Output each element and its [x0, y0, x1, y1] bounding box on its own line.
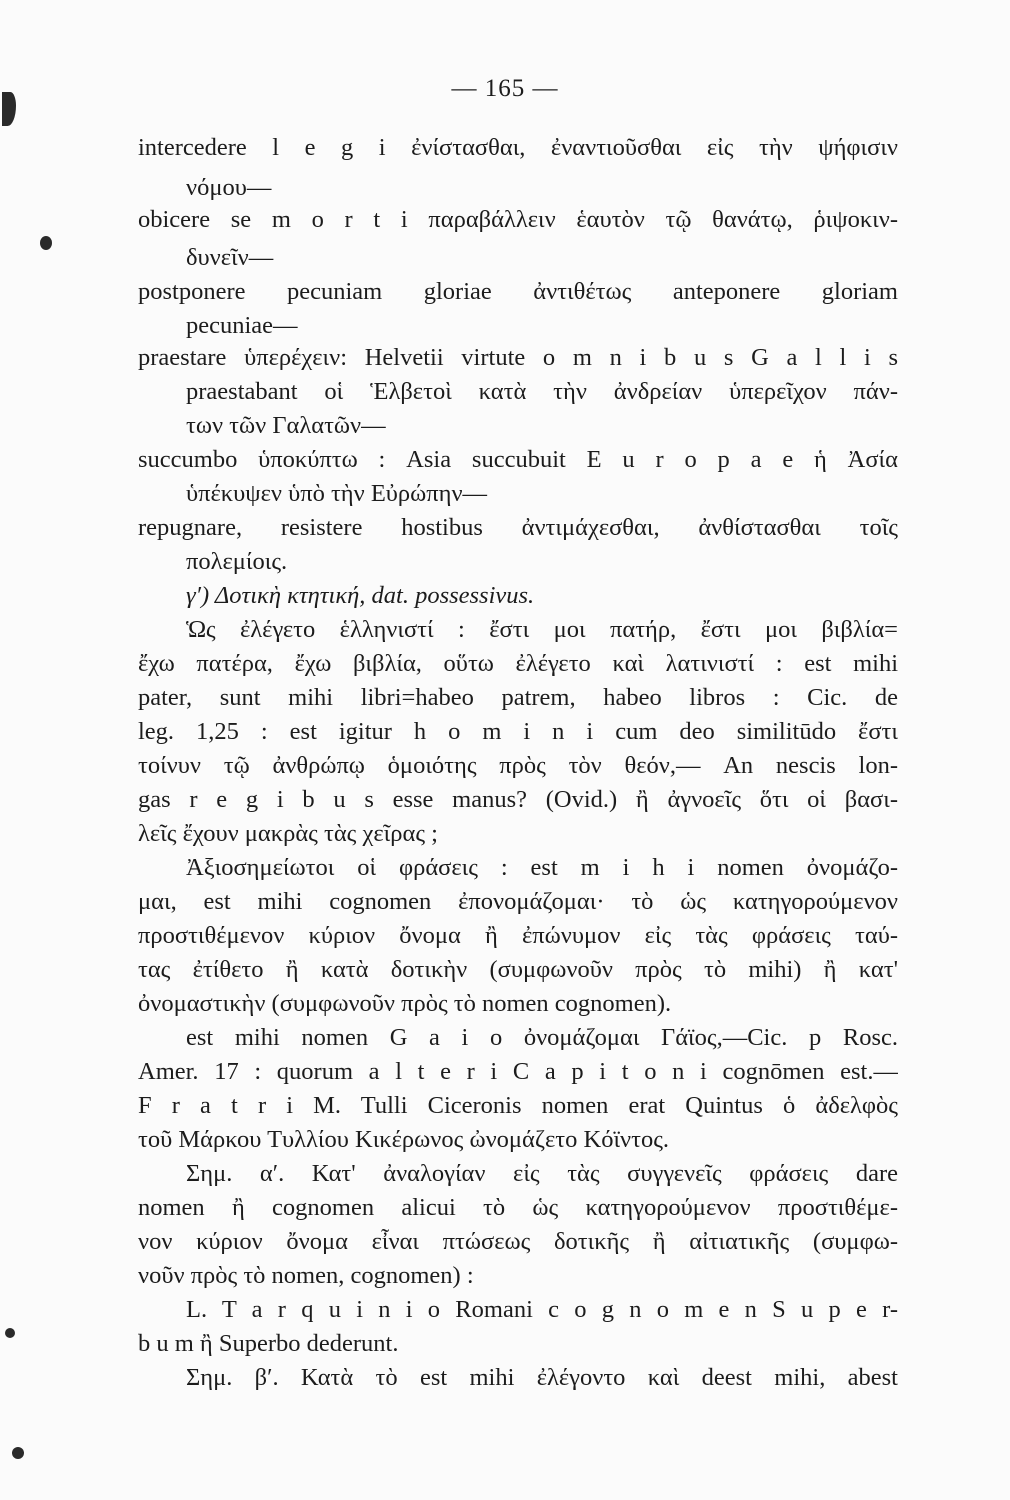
note-line: Σημ. β′. Κατὰ τὸ est mihi ἐλέγοντο καὶ deest mihi, abest — [186, 1364, 898, 1391]
text-line: νόμου— — [186, 174, 272, 201]
text-line: obicere se m o r t i παραβάλλειν ἑαυτὸν τῷ θανάτῳ, ῥιψοκιν- — [138, 206, 898, 233]
text-line: πολεμίοις. — [186, 548, 288, 575]
text-line: δυνεῖν— — [186, 244, 274, 271]
text-line: gas r e g i b u s esse manus? (Ovid.) ἢ ἀγνοεῖς ὅτι οἱ βασι- — [138, 786, 898, 813]
text-line: intercedere l e g i ἐνίστασθαι, ἐναντιοῦσθαι εἰς τὴν ψήφισιν — [138, 134, 898, 161]
text-line: est mihi nomen G a i o ὀνομάζομαι Γάϊος,—Cic. p Rosc. — [186, 1024, 898, 1051]
text-line: leg. 1,25 : est igitur h o m i n i cum deo similitūdo ἔστι — [138, 718, 898, 745]
scan-mark — [2, 92, 16, 126]
section-heading: γ′) Δοτικὴ κτητική, dat. possessivus. — [186, 582, 535, 609]
text-line: praestare ὑπερέχειν: Helvetii virtute o m n i b u s G a l l i s — [138, 344, 898, 371]
text-line: Ὡς ἐλέγετο ἑλληνιστί : ἔστι μοι πατήρ, ἔστι μοι βιβλία= — [186, 616, 898, 643]
text-line: succumbo ὑποκύπτω : Asia succubuit E u r o p a e ἡ Ἀσία — [138, 446, 898, 473]
text-line: ὀνομαστικὴν (συμφωνοῦν πρὸς τὸ nomen cognomen). — [138, 990, 672, 1017]
text-line: repugnare, resistere hostibus ἀντιμάχεσθαι, ἀνθίστασθαι τοῖς — [138, 514, 898, 541]
text-line: μαι, est mihi cognomen ἐπονομάζομαι· τὸ ὡς κατηγορούμενον — [138, 888, 898, 915]
scan-mark — [40, 236, 52, 250]
page-number: — 165 — — [451, 75, 559, 102]
text-line: νον κύριον ὄνομα εἶναι πτώσεως δοτικῆς ἢ αἰτιατικῆς (συμφω- — [138, 1228, 898, 1255]
text-line: λεῖς ἔχουν μακρὰς τὰς χεῖρας ; — [138, 820, 438, 847]
text-line: των τῶν Γαλατῶν— — [186, 412, 386, 439]
text-line: τας ἐτίθετο ἢ κατὰ δοτικὴν (συμφωνοῦν πρὸς τὸ mihi) ἢ κατ' — [138, 956, 898, 983]
text-line: L. T a r q u i n i o Romani c o g n o m e n S u p e r- — [186, 1296, 898, 1323]
text-line: ἔχω πατέρα, ἔχω βιβλία, οὕτω ἐλέγετο καὶ λατινιστί : est mihi — [138, 650, 898, 677]
text-line: ὑπέκυψεν ὑπὸ τὴν Εὐρώπην— — [186, 480, 488, 507]
text-line: nomen ἢ cognomen alicui τὸ ὡς κατηγορούμενον προστιθέμε- — [138, 1194, 898, 1221]
text-line: Ἀξιοσημείωτοι οἱ φράσεις : est m i h i nomen ὀνομάζο- — [186, 854, 898, 881]
text-line: b u m ἢ Superbo dederunt. — [138, 1330, 399, 1357]
text-line: postponere pecuniam gloriae ἀντιθέτως anteponere gloriam — [138, 278, 898, 305]
text-line: F r a t r i M. Tulli Ciceronis nomen erat Quintus ὁ ἀδελφὸς — [138, 1092, 898, 1119]
scan-mark — [5, 1328, 15, 1338]
scan-mark — [12, 1447, 24, 1459]
text-line: τοῦ Μάρκου Τυλλίου Κικέρωνος ὠνομάζετο Κόϊντος. — [138, 1126, 670, 1153]
text-line: νοῦν πρὸς τὸ nomen, cognomen) : — [138, 1262, 474, 1289]
note-line: Σημ. α′. Κατ' ἀναλογίαν εἰς τὰς συγγενεῖς φράσεις dare — [186, 1160, 898, 1187]
text-line: τοίνυν τῷ ἀνθρώπῳ ὁμοιότης πρὸς τὸν θεόν,— An nescis lon- — [138, 752, 898, 779]
text-line: προστιθέμενον κύριον ὄνομα ἢ ἐπώνυμον εἰς τὰς φράσεις ταύ- — [138, 922, 898, 949]
text-line: Amer. 17 : quorum a l t e r i C a p i t o n i cognōmen est.— — [138, 1058, 898, 1085]
text-line: pater, sunt mihi libri=habeo patrem, habeo libros : Cic. de — [138, 684, 898, 711]
text-line: praestabant οἱ Ἑλβετοὶ κατὰ τὴν ἀνδρείαν ὑπερεῖχον πάν- — [186, 378, 898, 405]
text-line: pecuniae— — [186, 312, 298, 339]
